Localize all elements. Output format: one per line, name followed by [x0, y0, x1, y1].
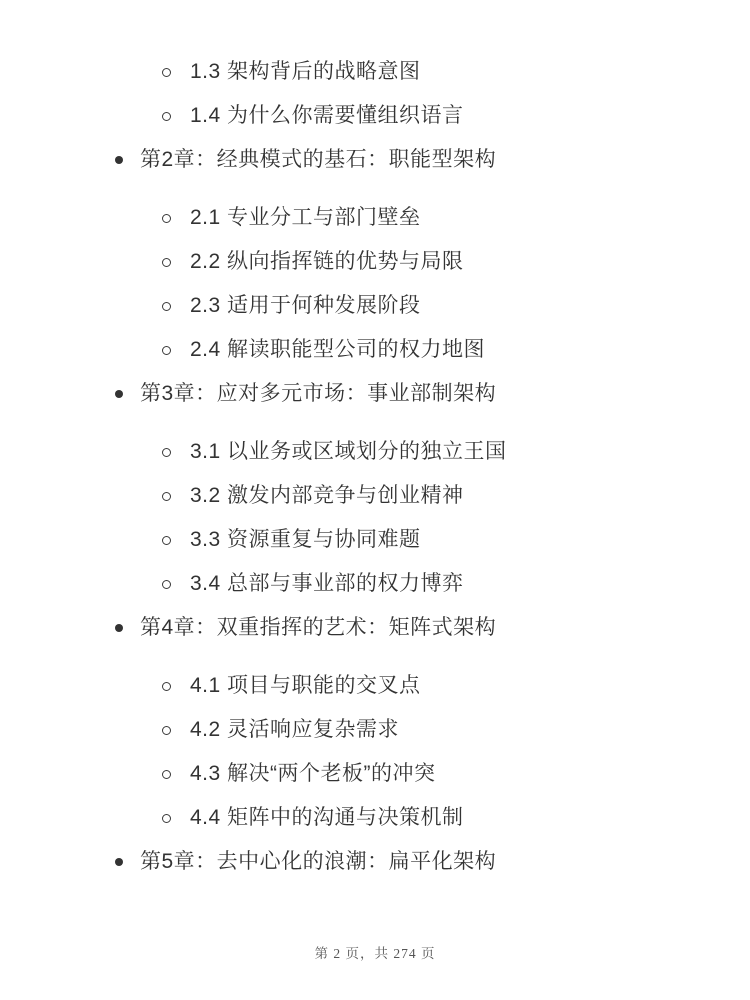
toc-sub-item — [0, 247, 750, 277]
sub-item-text: 4.1 项目与职能的交叉点 — [190, 674, 421, 697]
sub-item-text: 1.4 为什么你需要懂组织语言 — [190, 104, 464, 127]
toc-sub-item — [0, 569, 750, 599]
bullet-circle-icon — [162, 580, 171, 589]
chapter-title: 第5章：去中心化的浪潮：扁平化架构 — [140, 850, 497, 873]
toc-section — [0, 379, 750, 599]
chapter-title: 第3章：应对多元市场：事业部制架构 — [140, 382, 497, 405]
bullet-disc-icon — [115, 156, 123, 164]
chapter-item — [0, 847, 750, 877]
bullet-circle-icon — [162, 770, 171, 779]
toc-sub-item — [0, 715, 750, 745]
bullet-circle-icon — [162, 448, 171, 457]
bullet-circle-icon — [162, 214, 171, 223]
toc-sub-item — [0, 57, 750, 87]
chapter-title: 第2章：经典模式的基石：职能型架构 — [140, 148, 497, 171]
sub-item-text: 4.3 解决“两个老板”的冲突 — [190, 762, 436, 785]
toc-section — [0, 847, 750, 877]
sub-item-text: 3.2 激发内部竞争与创业精神 — [190, 484, 464, 507]
bullet-circle-icon — [162, 112, 171, 121]
sub-item-text: 2.2 纵向指挥链的优势与局限 — [190, 250, 464, 273]
bullet-circle-icon — [162, 726, 171, 735]
bullet-circle-icon — [162, 258, 171, 267]
toc-sub-item — [0, 759, 750, 789]
bullet-circle-icon — [162, 302, 171, 311]
toc-sub-item — [0, 203, 750, 233]
toc-sub-item — [0, 335, 750, 365]
bullet-disc-icon — [115, 858, 123, 866]
sub-item-text: 3.1 以业务或区域划分的独立王国 — [190, 440, 507, 463]
toc-sub-item — [0, 803, 750, 833]
sub-item-text: 2.4 解读职能型公司的权力地图 — [190, 338, 486, 361]
sub-item-text: 2.1 专业分工与部门壁垒 — [190, 206, 421, 229]
toc-sub-item — [0, 291, 750, 321]
bullet-circle-icon — [162, 682, 171, 691]
toc-section — [0, 57, 750, 131]
toc-sub-item — [0, 525, 750, 555]
toc-sub-item — [0, 437, 750, 467]
sub-item-text: 1.3 架构背后的战略意图 — [190, 60, 421, 83]
bullet-disc-icon — [115, 390, 123, 398]
page-number-footer: 第 2 页，共 274 页 — [314, 946, 436, 961]
bullet-circle-icon — [162, 536, 171, 545]
toc-sub-item — [0, 101, 750, 131]
sub-item-text: 4.4 矩阵中的沟通与决策机制 — [190, 806, 464, 829]
sub-item-text: 3.4 总部与事业部的权力博弈 — [190, 572, 464, 595]
chapter-item — [0, 613, 750, 643]
sub-item-text: 2.3 适用于何种发展阶段 — [190, 294, 421, 317]
bullet-circle-icon — [162, 68, 171, 77]
chapter-title: 第4章：双重指挥的艺术：矩阵式架构 — [140, 616, 497, 639]
toc-section — [0, 613, 750, 833]
bullet-circle-icon — [162, 492, 171, 501]
toc-sub-item — [0, 481, 750, 511]
bullet-circle-icon — [162, 346, 171, 355]
sub-item-text: 3.3 资源重复与协同难题 — [190, 528, 421, 551]
toc-sub-item — [0, 671, 750, 701]
chapter-item — [0, 379, 750, 409]
toc-section — [0, 145, 750, 365]
bullet-circle-icon — [162, 814, 171, 823]
bullet-disc-icon — [115, 624, 123, 632]
chapter-item — [0, 145, 750, 175]
sub-item-text: 4.2 灵活响应复杂需求 — [190, 718, 400, 741]
